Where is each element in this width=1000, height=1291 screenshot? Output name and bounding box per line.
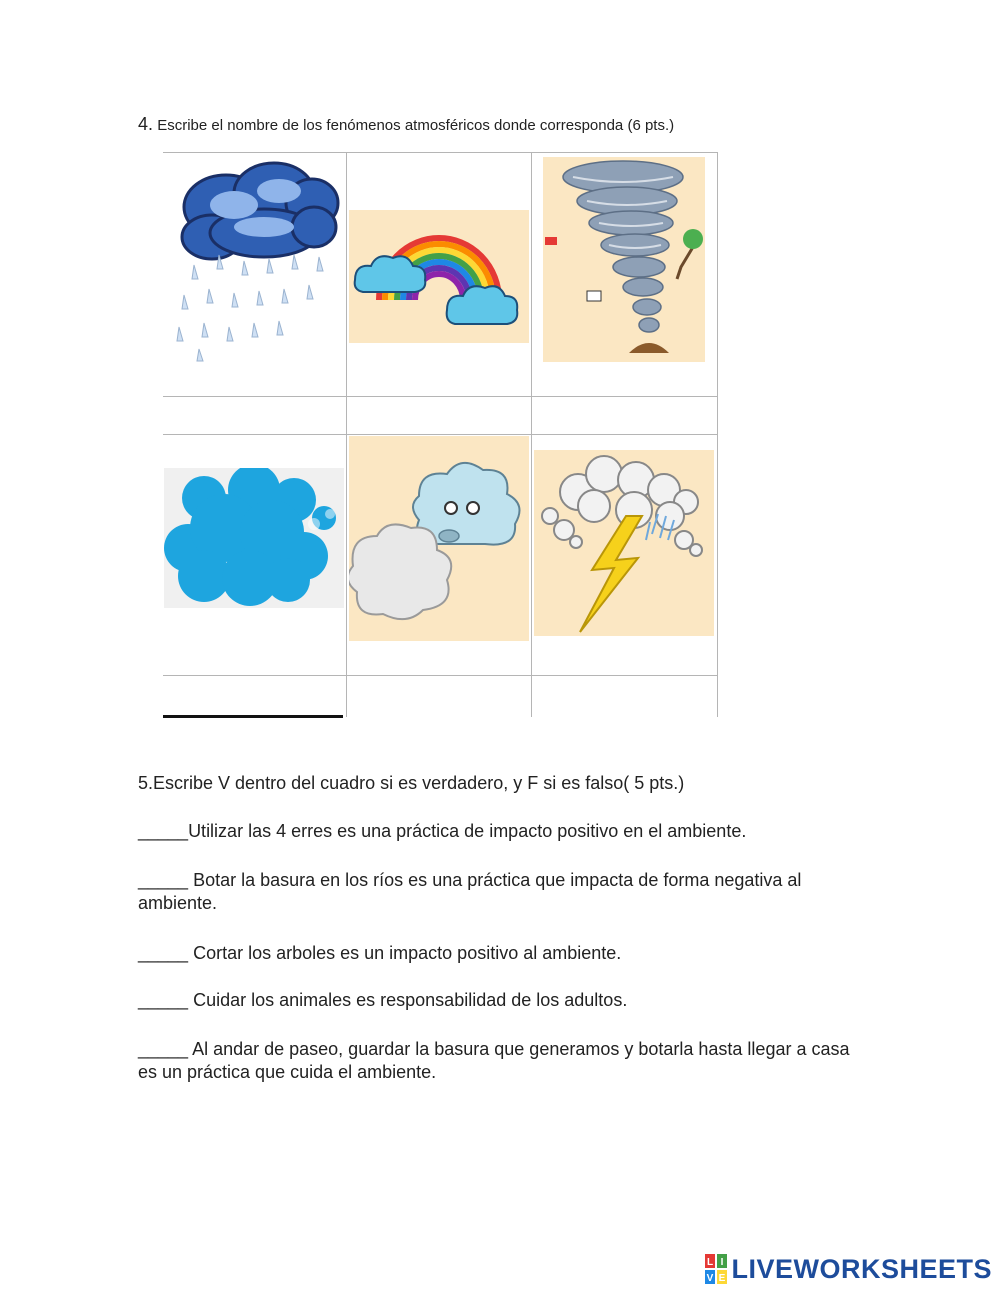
table-line	[163, 434, 718, 435]
cloud-icon	[164, 468, 344, 608]
statement-text: Cuidar los animales es responsabilidad de los adultos.	[188, 990, 628, 1010]
answer-field-thunderstorm[interactable]	[533, 677, 716, 713]
table-line	[717, 152, 718, 717]
brand-name: LIVEWORKSHEETS	[731, 1253, 992, 1284]
statement-text: Al andar de paseo, guardar la basura que generamos y botarla hasta llegar a casa es un práctica que cuida el ambiente.	[138, 1039, 850, 1082]
answer-field-rainbow[interactable]	[348, 397, 530, 433]
tornado-icon	[543, 157, 705, 362]
wind-icon	[349, 436, 529, 641]
table-line	[346, 152, 347, 717]
statement-item	[138, 1038, 868, 1084]
question-4-number: 4.	[138, 114, 154, 134]
logo-letter: E	[719, 1273, 726, 1284]
answer-blank[interactable]: _____	[138, 1039, 189, 1059]
statement-text: Botar la basura en los ríos es una práctica que impacta de forma negativa al ambiente.	[138, 870, 802, 913]
question-5-heading: 5.Escribe V dentro del cuadro si es verdadero, y F si es falso( 5 pts.)	[138, 773, 685, 793]
live-logo-icon	[705, 1254, 727, 1284]
statement-item	[138, 989, 868, 1012]
answer-blank[interactable]: _____	[138, 870, 189, 890]
table-line	[163, 675, 718, 676]
rain-cloud-icon	[164, 155, 344, 365]
answer-blank[interactable]: _____	[138, 821, 189, 841]
statement-text: Cortar los arboles es un impacto positivo al ambiente.	[188, 943, 622, 963]
answer-field-tornado[interactable]	[533, 397, 716, 433]
logo-letter: I	[721, 1257, 724, 1268]
answer-field-rain[interactable]	[164, 397, 345, 433]
rainbow-icon	[349, 210, 529, 343]
logo-letter: V	[707, 1273, 714, 1284]
table-line	[163, 152, 718, 153]
liveworksheets-logo	[705, 1252, 992, 1286]
table-line	[163, 715, 343, 718]
answer-field-wind[interactable]	[348, 677, 530, 713]
question-4-text: Escribe el nombre de los fenómenos atmosféricos donde corresponda (6 pts.)	[157, 117, 675, 134]
statement-text: Utilizar las 4 erres es una práctica de impacto positivo en el ambiente.	[188, 821, 747, 841]
answer-field-cloud[interactable]	[164, 677, 345, 713]
statement-item	[138, 869, 868, 915]
answer-blank[interactable]: _____	[138, 943, 189, 963]
statement-item	[138, 820, 868, 843]
table-line	[531, 152, 532, 717]
statement-item	[138, 942, 868, 965]
answer-blank[interactable]: _____	[138, 990, 189, 1010]
thunderstorm-icon	[534, 450, 714, 636]
logo-letter: L	[707, 1257, 714, 1268]
